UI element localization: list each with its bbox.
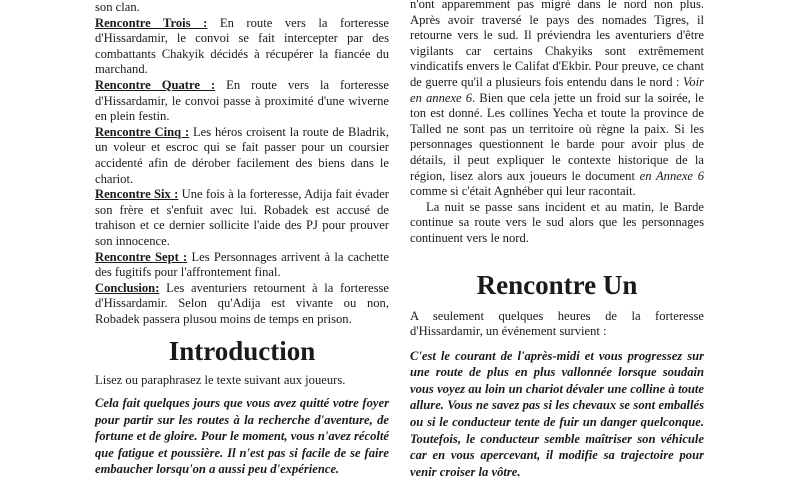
encounter-text: En route vers la forteresse d'Hissardamir, le convoi se fait intercepter par des combattants Chakyik décidés à récupérer la fiancée du marchand. xyxy=(95,15,389,77)
encounter-text: Une fois à la forteresse, Adija fait évader son frère et s'enfuit avec lui. Robadek est accusé de trahison et ce dernier sollicite l'aide des PJ pour prouver son innocence. xyxy=(95,187,389,248)
section-heading-introduction: Introduction xyxy=(168,336,316,367)
section-heading-rencontre-un: Rencontre Un xyxy=(476,269,638,300)
encounter-5 xyxy=(95,125,389,187)
annex-reference: Voir en annexe 6 xyxy=(410,74,704,105)
encounter-label: Rencontre Six : xyxy=(95,187,179,202)
intro-instruction: Lisez ou paraphrasez le texte suivant aux joueurs. xyxy=(95,373,346,388)
encounter-text: Les héros croisent la route de Bladrik, un voleur et escroc qui se fait passer pour un coursier accidenté afin de dérober facilement des biens dans le chariot. xyxy=(95,124,389,186)
text: . Bien que cela jette un froid sur la soirée, le ton est donné. Les collines Yecha et toute la province de Talled ne sont pas un territoire où règne la paix. Si les personnages questionnent le barde pour avoir plus de détails, il peut expliquer le contexte historique de la région, lisez alors aux joueurs le document xyxy=(410,90,704,183)
event-intro: A seulement quelques heures de la forteresse d'Hissardamir, un événement survient : xyxy=(410,308,704,339)
encounter-4 xyxy=(95,78,389,125)
text: comme si c'était Agnhéber qui leur racontait. xyxy=(410,184,636,199)
night-paragraph: La nuit se passe sans incident et au matin, le Barde continue sa route vers le sud alors que les personnages continuent vers le nord. xyxy=(410,199,704,245)
encounter-label: Conclusion: xyxy=(95,280,160,295)
bard-paragraph xyxy=(410,0,704,200)
encounter-text: Les Personnages arrivent à la cachette des fugitifs pour l'affrontement final. xyxy=(95,249,389,280)
read-aloud-text: C'est le courant de l'après-midi et vous progressez sur une route de plus en plus vallonnée lorsque soudain vous voyez au loin un chariot dévaler une colline à toute allure. Vous ne savez pas si les chevaux se sont emballés ou si le conducteur tente de fuir un danger quelconque. Toutefois, le conducteur semble maîtriser son véhicule car en vous apercevant, il modifie sa trajectoire pour venir croiser la vôtre. xyxy=(410,348,704,479)
right-column xyxy=(410,0,704,480)
text: n'ont apparemment pas migré dans le nord non plus. Après avoir traversé le pays des nomades Tigres, il retourne vers le sud. Il préviendra les aventuriers d'être vigilants car certains Chakyiks sont extrêmement vindicatifs envers le Califat d'Ekbir. Pour preuve, ce chant de guerre qu'il a plusieurs fois entendu dans le nord : xyxy=(410,0,704,89)
annex-reference: en Annexe 6 xyxy=(639,168,704,183)
encounter-text: Les aventuriers retournent à la forteresse d'Hissardamir. Selon qu'Adija est vivante ou non, Robadek passera plusou moins de temps en prison. xyxy=(95,280,389,326)
read-aloud-text: Cela fait quelques jours que vous avez quitté votre foyer pour partir sur les routes à la recherche d'aventure, de fortune et de gloire. Pour le moment, vous n'avez récolté que fatigue et poussière. Il n'est pas si facile de se faire embaucher lorsqu'on a aussi peu d'expérience. xyxy=(95,396,389,477)
encounter-label: Rencontre Trois : xyxy=(95,15,208,30)
encounter-text: En route vers la forteresse d'Hissardamir, le convoi passe à proximité d'une wiverne en plein festin. xyxy=(95,77,389,124)
encounter-7 xyxy=(95,250,389,281)
encounter-3 xyxy=(95,16,389,78)
encounter-label: Rencontre Sept : xyxy=(95,249,188,264)
encounter-label: Rencontre Cinq : xyxy=(95,124,190,139)
left-column xyxy=(95,0,389,478)
encounter-6 xyxy=(95,187,389,249)
clan-tail: son clan. xyxy=(95,0,140,14)
encounter-label: Rencontre Quatre : xyxy=(95,77,216,92)
conclusion xyxy=(95,281,389,328)
